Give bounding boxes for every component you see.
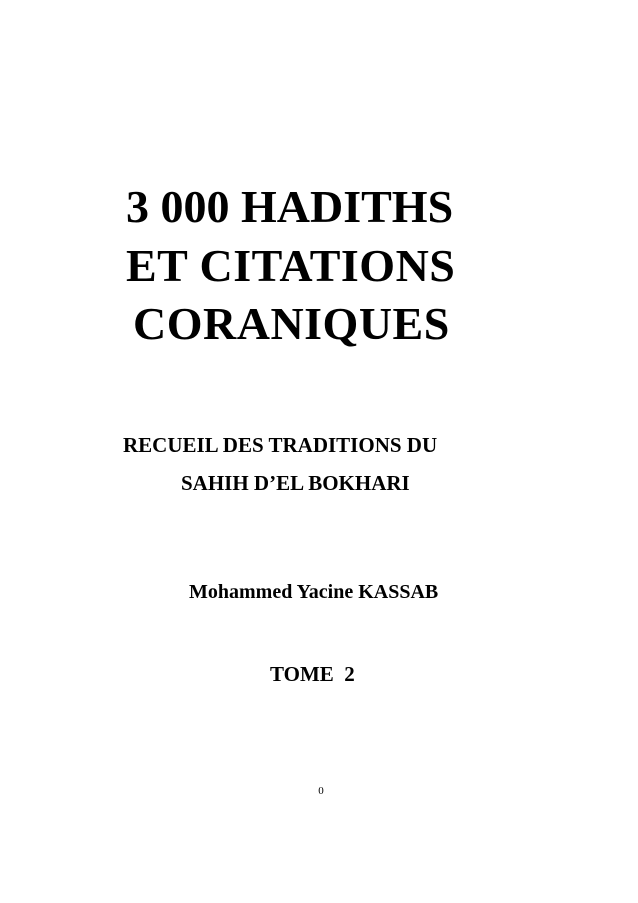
author-name: Mohammed Yacine KASSAB [189, 581, 439, 603]
title-line-3: CORANIQUES [133, 298, 450, 349]
volume-label: TOME 2 [270, 662, 355, 686]
title-line-1: 3 000 HADITHS [126, 181, 454, 232]
subtitle-line-2: SAHIH D’EL BOKHARI [181, 471, 410, 495]
title-line-2: ET CITATIONS [126, 240, 456, 291]
page-number: 0 [318, 785, 324, 797]
subtitle-line-1: RECUEIL DES TRADITIONS DU [123, 433, 438, 457]
